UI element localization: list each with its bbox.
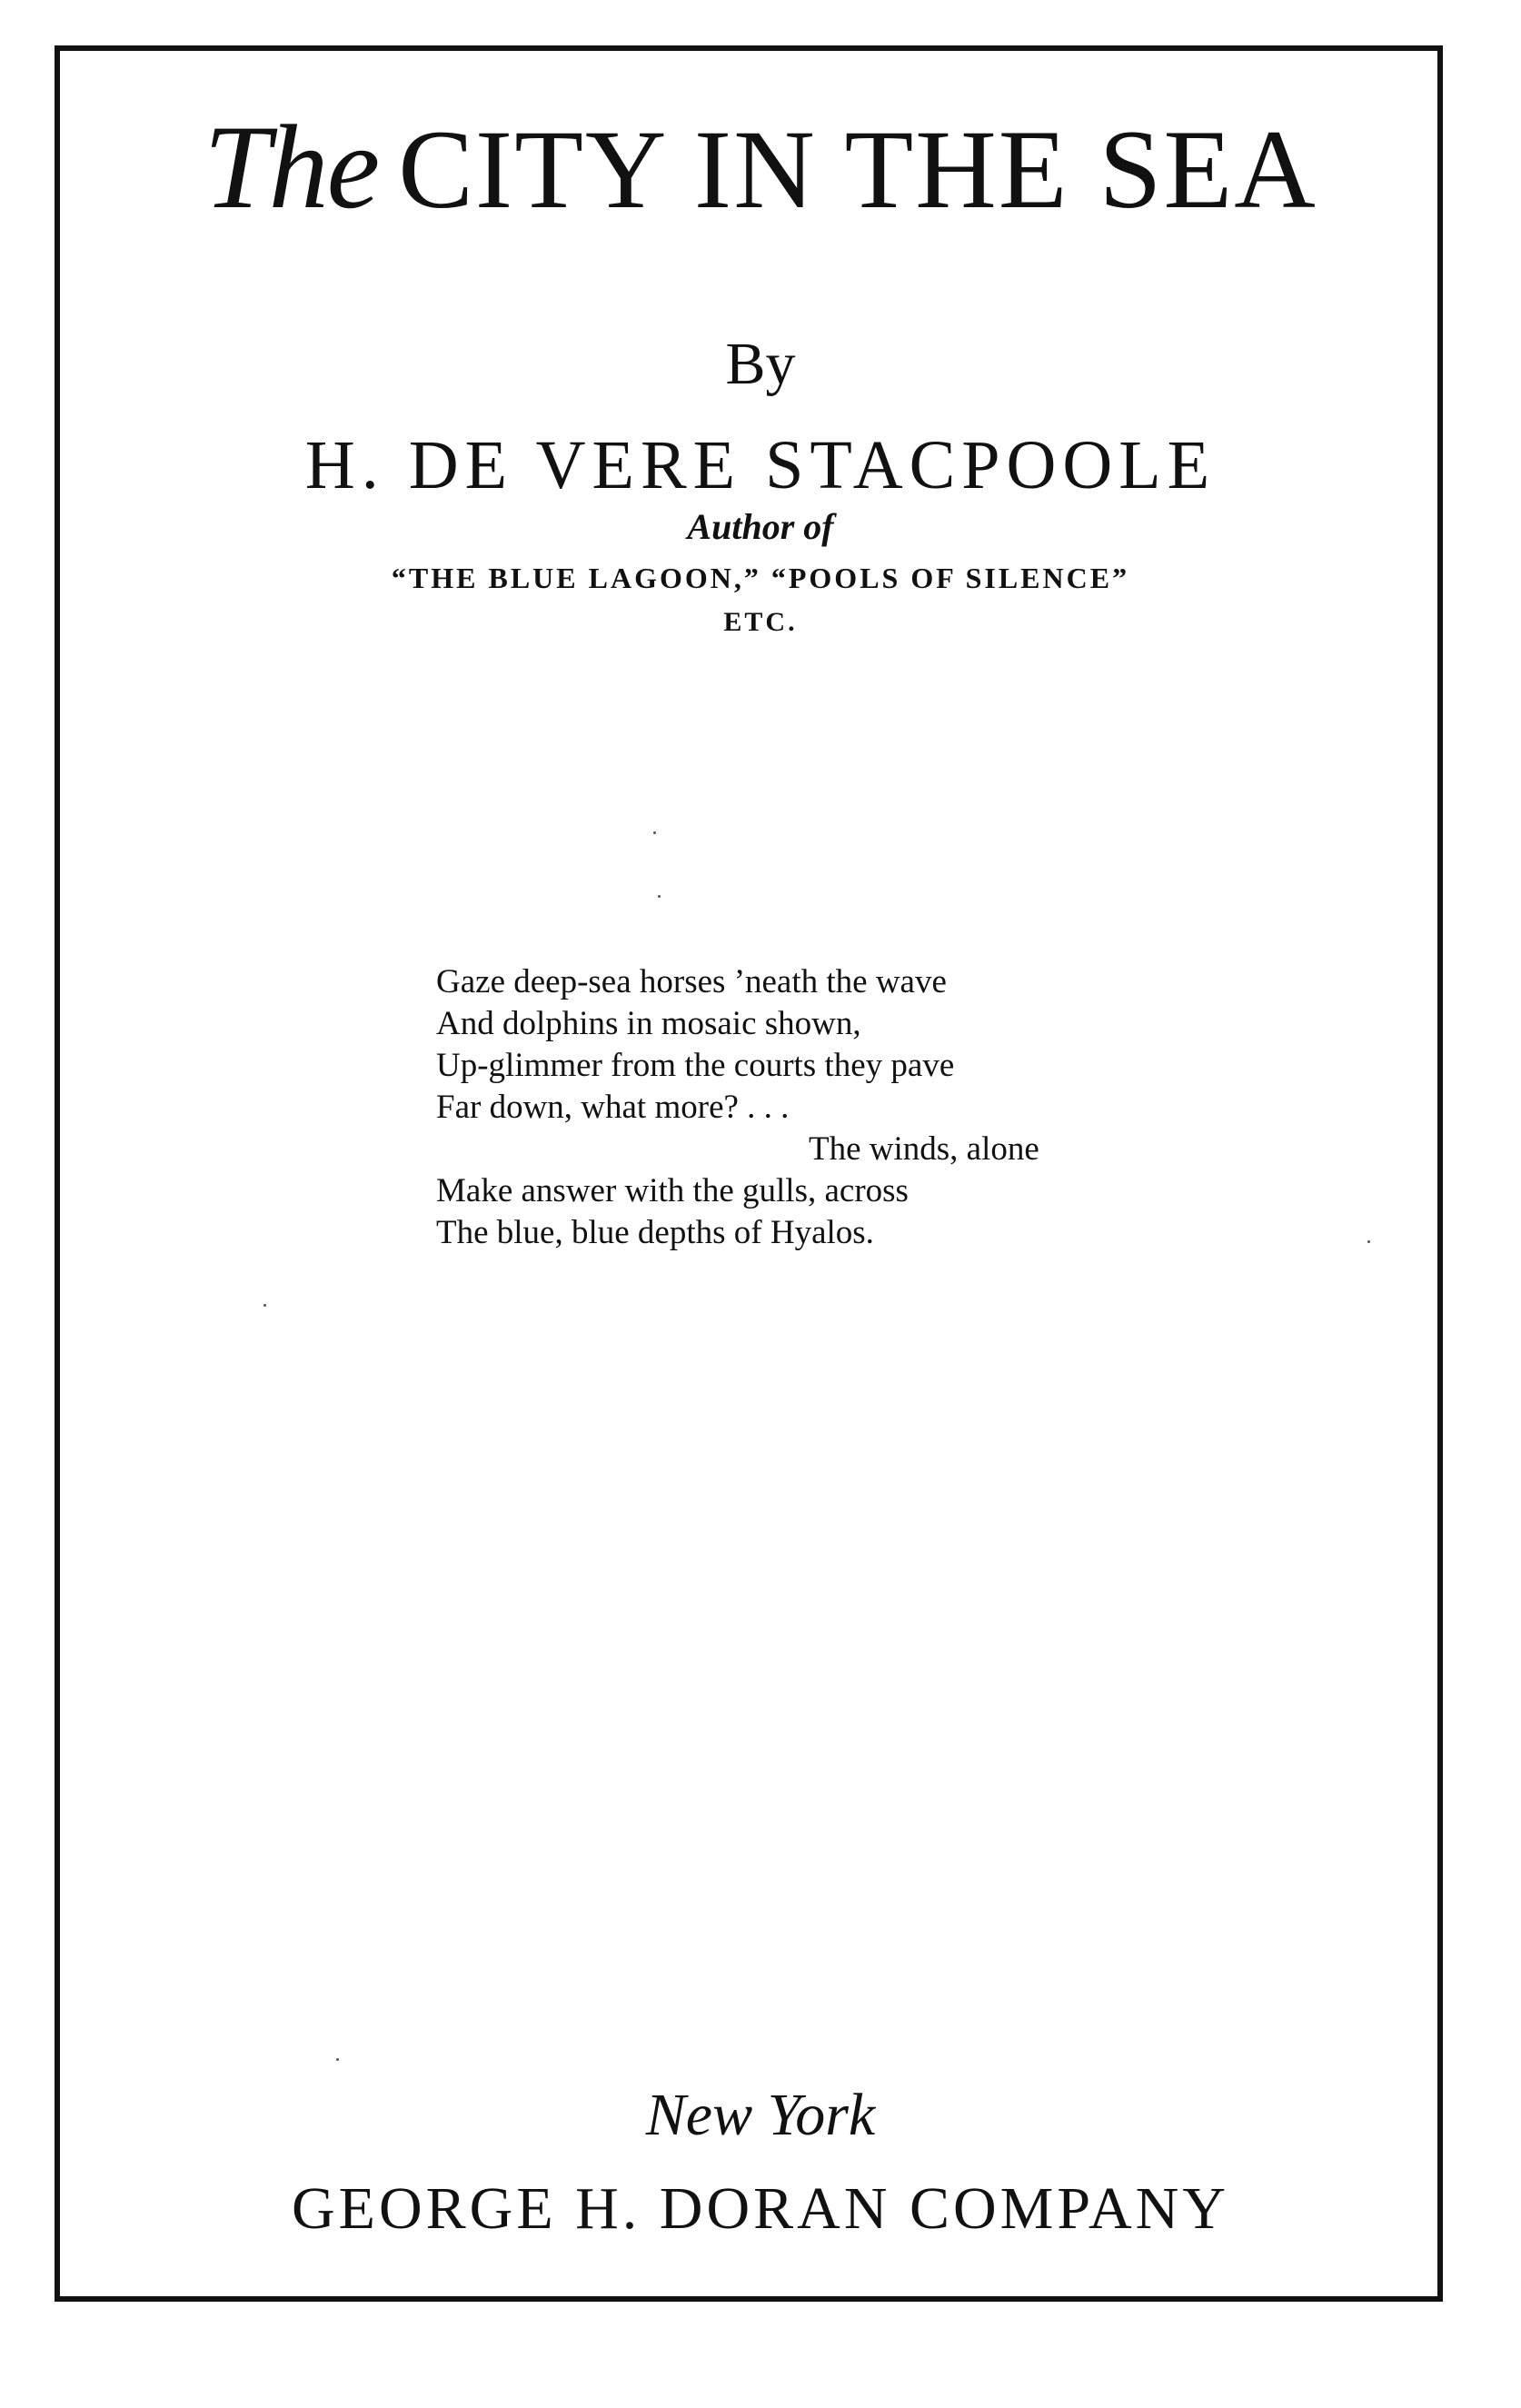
poem-line: Far down, what more? . . . (436, 1089, 790, 1126)
poem-line: Up-glimmer from the courts they pave (436, 1047, 955, 1084)
etc-label: ETC. (723, 607, 798, 637)
poem-line: The blue, blue depths of Hyalos. (436, 1214, 874, 1251)
poem-line: The winds, alone (809, 1130, 1039, 1168)
poem-line: And dolphins in mosaic shown, (436, 1005, 861, 1042)
print-speck (658, 895, 661, 898)
publication-place: New York (645, 2082, 876, 2148)
other-works-list: “THE BLUE LAGOON,” “POOLS OF SILENCE” (391, 562, 1130, 594)
print-speck (263, 1304, 266, 1307)
by-label: By (725, 331, 796, 397)
book-title-prefix: The (204, 100, 379, 234)
author-name: H. DE VERE STACPOOLE (304, 427, 1217, 503)
epigraph-poem (436, 961, 1127, 1254)
poem-line: Gaze deep-sea horses ’neath the wave (436, 963, 947, 1000)
book-title (0, 100, 1521, 234)
print-speck (336, 2058, 339, 2061)
book-title-main: CITY IN THE SEA (398, 107, 1317, 232)
print-speck (653, 831, 656, 834)
poem-line: Make answer with the gulls, across (436, 1172, 909, 1209)
publisher-name: GEORGE H. DORAN COMPANY (292, 2175, 1229, 2242)
print-speck (1367, 1240, 1370, 1243)
author-of-label: Author of (687, 506, 834, 547)
